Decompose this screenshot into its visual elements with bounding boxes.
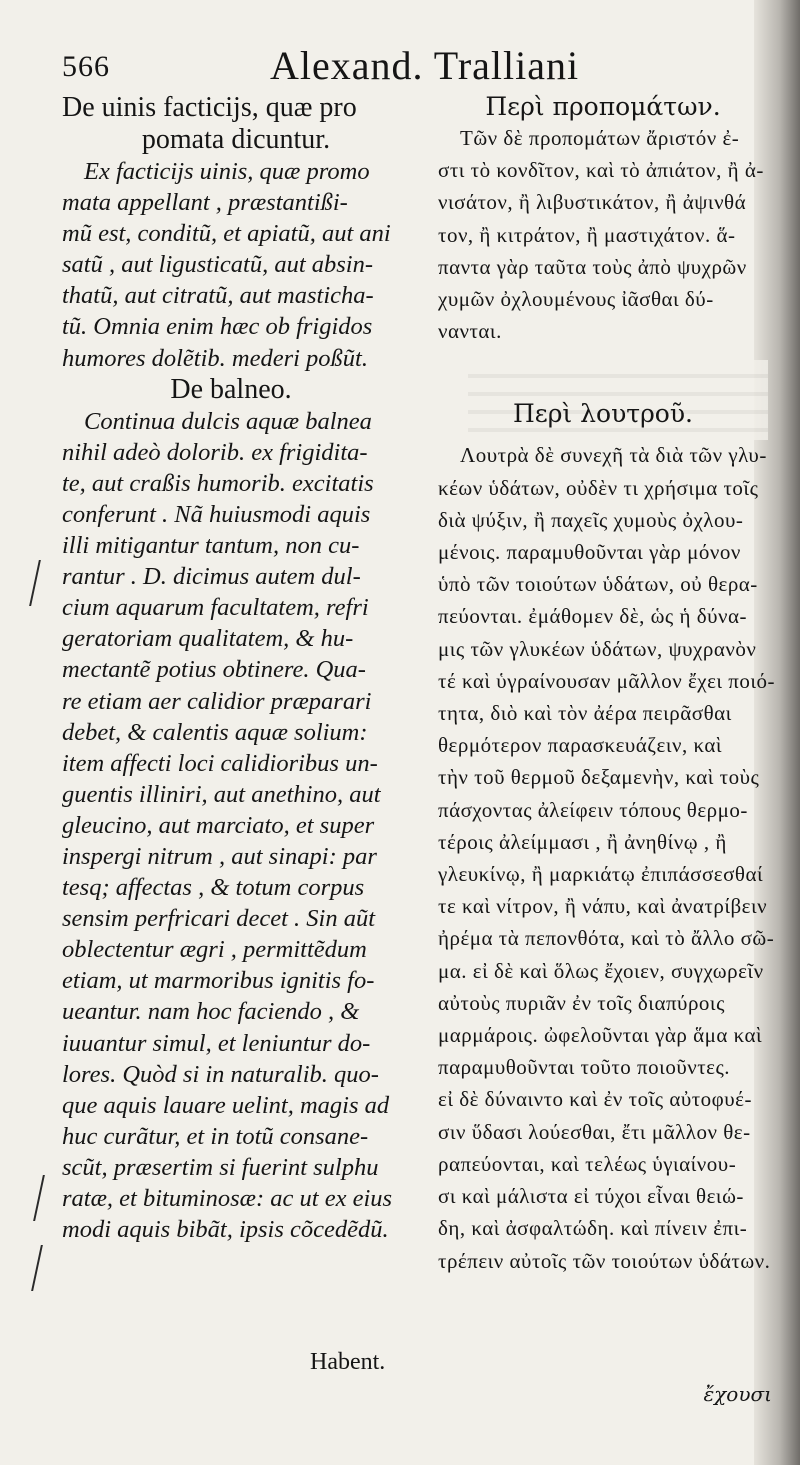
greek-paragraph-wines xyxy=(438,122,768,347)
text-line: tũ. Omnia enim hæc ob frigidos xyxy=(62,313,373,341)
text-line: νανται. xyxy=(438,319,502,344)
text-line: σιν ὕδασι λούεσθαι, ἔτι μᾶλλον θε- xyxy=(438,1119,751,1144)
latin-catchword: Habent. xyxy=(310,1349,386,1375)
text-line: εἰ δὲ δύναιντο καὶ ἐν τοῖς αὐτοφυέ- xyxy=(438,1087,752,1112)
text-line: τέροις ἀλείμμασι , ἢ ἀνηθίνῳ , ἢ xyxy=(438,829,727,854)
text-line: σι καὶ μάλιστα εἰ τύχοι εἶναι θειώ- xyxy=(438,1184,744,1209)
text-line: scũt, præsertim si fuerint sulphu xyxy=(62,1153,379,1181)
text-line: γλευκίνῳ, ἢ μαρκιάτῳ ἐπιπάσσεσθαί xyxy=(438,862,764,887)
text-line: δη, καὶ ἀσφαλτώδη. καὶ πίνειν ἐπι- xyxy=(438,1216,748,1241)
text-line: sensim perfricari decet . Sin aũt xyxy=(62,905,376,933)
latin-paragraph-bath xyxy=(62,406,400,1246)
text-line: τητα, διὸ καὶ τὸν ἀέρα πειρᾶσθαι xyxy=(438,701,732,726)
margin-annotation-mark xyxy=(29,560,51,606)
text-line: παντα γὰρ ταῦτα τοὺς ἀπὸ ψυχρῶν xyxy=(438,254,747,279)
spacer xyxy=(438,347,768,399)
text-line: μένοις. παραμυθοῦνται γὰρ μόνον xyxy=(438,540,741,565)
text-line: Τῶν δὲ προπομάτων ἄριστόν ἐ- xyxy=(460,126,740,150)
latin-heading-bath: De balneo. xyxy=(170,373,292,405)
text-line: lores. Quòd si in naturalib. quo- xyxy=(62,1060,379,1088)
text-line: te, aut craßis humorib. excitatis xyxy=(62,469,374,497)
text-line: modi aquis bibãt, ipsis cõcedẽdũ. xyxy=(62,1216,389,1244)
text-line: conferunt . Nã huiusmodi aquis xyxy=(62,500,371,528)
greek-catchword: ἔχουσι xyxy=(703,1382,772,1406)
text-line: nihil adeò dolorib. ex frigidita- xyxy=(62,438,368,466)
text-line: guentis illiniri, aut anethino, aut xyxy=(62,780,381,808)
text-line: thatũ, aut citratũ, aut masticha- xyxy=(62,282,374,310)
margin-annotation-mark xyxy=(31,1245,53,1291)
text-line: satũ , aut ligusticatũ, aut absin- xyxy=(62,251,374,279)
latin-column xyxy=(62,92,400,1245)
text-line: πεύονται. ἐμάθομεν δὲ, ὡς ἡ δύνα- xyxy=(438,604,747,629)
text-line: mata appellant , præstantißi- xyxy=(62,189,348,217)
page-number: 566 xyxy=(62,50,110,83)
text-line: μαρμάροις. ὠφελοῦνται γὰρ ἅμα καὶ xyxy=(438,1023,763,1048)
text-line: τὴν τοῦ θερμοῦ δεξαμενὴν, καὶ τοὺς xyxy=(438,765,760,790)
text-line: que aquis lauare uelint, magis ad xyxy=(62,1091,390,1119)
text-line: mũ est, conditũ, et apiatũ, aut ani xyxy=(62,220,391,248)
text-line: κέων ὑδάτων, οὐδὲν τι χρήσιμα τοῖς xyxy=(438,475,759,500)
text-line: Ex facticijs uinis, quæ promo xyxy=(84,158,370,185)
text-line: μα. εἰ δὲ καὶ ὅλως ἔχοιεν, συγχωρεῖν xyxy=(438,958,764,983)
latin-heading-wines: De uinis facticijs, quæ pro xyxy=(62,92,357,123)
latin-paragraph-wines xyxy=(62,156,400,374)
text-line: τον, ἢ κιτράτον, ἢ μαστιχάτον. ἅ- xyxy=(438,222,736,247)
text-line: πάσχοντας ἀλείφειν τόπους θερμο- xyxy=(438,797,748,822)
text-line: ratæ, et bituminosæ: ac ut ex eius xyxy=(62,1185,393,1212)
text-line: rantur . D. dicimus autem dul- xyxy=(62,563,361,591)
text-line: oblectentur ægri , permittẽdum xyxy=(62,936,367,964)
text-line: τε καὶ νίτρον, ἢ νάπυ, καὶ ἀνατρίβειν xyxy=(438,894,768,919)
greek-column xyxy=(438,92,776,1277)
text-line: re etiam aer calidior præparari xyxy=(62,687,372,715)
text-line: debet, & calentis aquæ solium: xyxy=(62,718,368,746)
latin-heading-wines-line2: pomata dicuntur. xyxy=(141,124,331,155)
text-line: iuuantur simul, et leniuntur do- xyxy=(62,1029,371,1057)
running-title: Alexand. Tralliani xyxy=(270,43,580,88)
text-line: τέ καὶ ὑγραίνουσαν μᾶλλον ἔχει ποιό- xyxy=(438,668,776,693)
text-line: illi mitigantur tantum, non cu- xyxy=(62,532,360,560)
text-line: humores dolẽtib. mederi poßũt. xyxy=(62,344,368,372)
text-line: διὰ ψύξιν, ἢ παχεῖς χυμοὺς ὀχλου- xyxy=(438,507,744,532)
text-line: tesq; affectas , & totum corpus xyxy=(62,874,365,902)
greek-paragraph-bath xyxy=(438,439,776,1276)
text-line: gleucino, aut marciato, et super xyxy=(62,811,375,839)
text-line: Λουτρὰ δὲ συνεχῆ τὰ διὰ τῶν γλυ- xyxy=(460,443,767,468)
text-line: cium aquarum facultatem, refri xyxy=(62,594,369,622)
text-line: inspergi nitrum , aut sinapi: par xyxy=(62,842,377,870)
text-line: θερμότερον παρασκευάζειν, καὶ xyxy=(438,733,723,758)
text-line: παραμυθοῦνται τοῦτο ποιοῦντες. xyxy=(438,1055,731,1080)
text-line: geratoriam qualitatem, & hu- xyxy=(62,625,354,653)
running-header xyxy=(62,42,702,90)
text-line: χυμῶν ὀχλουμένους ἰᾶσθαι δύ- xyxy=(438,287,714,312)
text-line: στι τὸ κονδῖτον, καὶ τὸ ἀπιάτον, ἢ ἀ- xyxy=(438,158,764,183)
text-line: ὑπὸ τῶν τοιούτων ὑδάτων, οὐ θερα- xyxy=(438,572,758,597)
margin-annotation-mark xyxy=(33,1175,55,1221)
text-line: ueantur. nam hoc faciendo , & xyxy=(62,998,360,1026)
text-line: ἠρέμα τὰ πεπονθότα, καὶ τὸ ἄλλο σῶ- xyxy=(438,926,775,951)
text-line: αὐτοὺς πυριᾶν ἐν τοῖς διαπύροις xyxy=(438,990,725,1015)
text-line: Continua dulcis aquæ balnea xyxy=(84,407,372,435)
text-line: mectantẽ potius obtinere. Qua- xyxy=(62,656,366,684)
text-line: etiam, ut marmoribus ignitis fo- xyxy=(62,967,375,995)
text-line: ραπεύονται, καὶ τελέως ὑγιαίνου- xyxy=(438,1151,737,1176)
text-line: huc curãtur, et in totũ consane- xyxy=(62,1122,369,1150)
text-line: μις τῶν γλυκέων ὑδάτων, ψυχρανὸν xyxy=(438,636,757,661)
text-line: item affecti loci calidioribus un- xyxy=(62,749,378,777)
greek-heading-bath: Περὶ λουτροῦ. xyxy=(512,399,694,429)
text-line: τρέπειν αὐτοῖς τῶν τοιούτων ὑδάτων. xyxy=(438,1248,771,1273)
greek-heading-wines: Περὶ προπομάτων. xyxy=(485,92,721,121)
text-line: νισάτον, ἢ λιβυστικάτον, ἢ ἀψινθά xyxy=(438,190,747,215)
